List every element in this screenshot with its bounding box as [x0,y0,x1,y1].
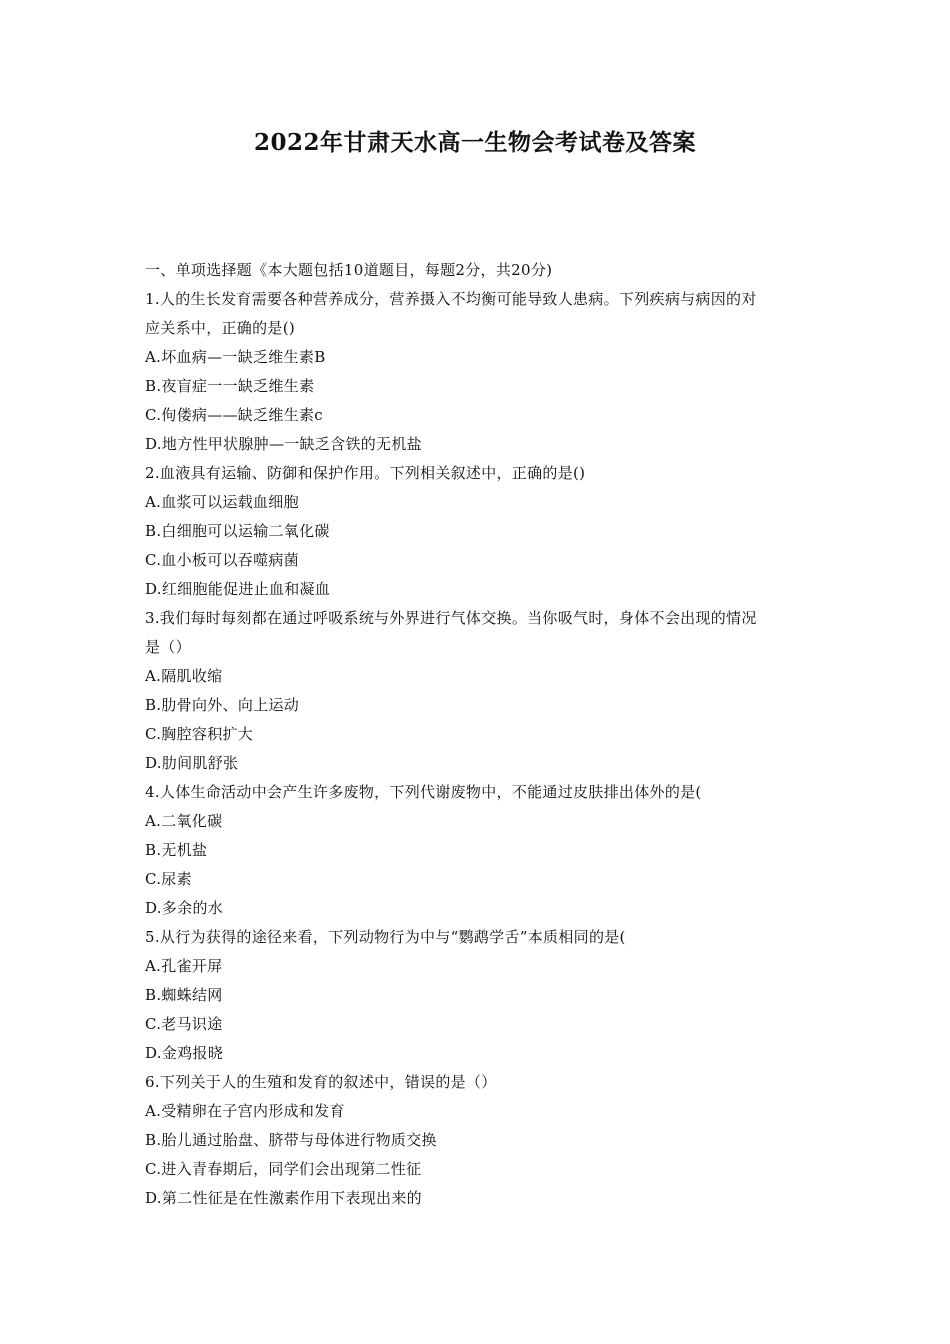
question-6 [145,1068,813,1213]
option-c: C.进入青春期后，同学们会出现第二性征 [145,1160,422,1178]
option-a: A.受精卵在子宫内形成和发育 [145,1102,345,1120]
option-a: A.二氧化碳 [145,812,223,830]
question-stem: 3.我们每时每刻都在通过呼吸系统与外界进行气体交换。当你吸气时，身体不会出现的情况 [145,609,757,627]
question-stem-continued: 是（） [145,638,191,656]
document-title: 2022年甘肃天水高一生物会考试卷及答案 [253,129,696,156]
option-b: B.肋骨向外、向上运动 [145,696,300,714]
option-a: A.坏血病—一缺乏维生素B [145,348,326,366]
option-d: D.肋间肌舒张 [145,754,239,772]
option-d: D.地方性甲状腺肿—一缺乏含铁的无机盐 [145,435,422,453]
question-stem: 1.人的生长发育需要各种营养成分，营养摄入不均衡可能导致人患病。下列疾病与病因的对 [145,290,757,308]
option-b: B.夜盲症一一缺乏维生素 [145,377,315,395]
option-c: C.佝偻病——缺乏维生素c [145,406,324,424]
question-4 [145,778,813,923]
question-stem: 5.从行为获得的途径来看，下列动物行为中与“鹦鹉学舌”本质相同的是( [145,928,626,946]
option-b: B.胎儿通过胎盘、脐带与母体进行物质交换 [145,1131,437,1149]
question-stem: 2.血液具有运输、防御和保护作用。下列相关叙述中，正确的是() [145,464,586,482]
option-c: C.血小板可以吞噬病菌 [145,551,300,569]
question-stem: 6.下列关于人的生殖和发育的叙述中，错误的是（） [145,1073,497,1091]
question-3 [145,604,813,778]
option-a: A.血浆可以运载血细胞 [145,493,299,511]
option-b: B.无机盐 [145,841,208,859]
question-stem-continued: 应关系中，正确的是() [145,319,296,337]
section-heading: 一、单项选择题《本大题包括10道题目，每题2分，共20分) [145,261,553,279]
option-b: B.蜘蛛结网 [145,986,223,1004]
document-body [145,256,813,1213]
option-d: D.金鸡报晓 [145,1044,224,1062]
question-2 [145,459,813,604]
question-5 [145,923,813,1068]
option-d: D.红细胞能促进止血和凝血 [145,580,331,598]
option-c: C.老马识途 [145,1015,223,1033]
option-c: C.尿素 [145,870,192,888]
option-d: D.第二性征是在性激素作用下表现出来的 [145,1189,422,1207]
option-c: C.胸腔容积扩大 [145,725,254,743]
question-1 [145,285,813,459]
option-a: A.孔雀开屏 [145,957,223,975]
option-d: D.多余的水 [145,899,224,917]
question-stem: 4.人体生命活动中会产生许多废物，下列代谢废物中，不能通过皮肤排出体外的是( [145,783,702,801]
option-a: A.隔肌收缩 [145,667,223,685]
option-b: B.白细胞可以运输二氧化碳 [145,522,330,540]
